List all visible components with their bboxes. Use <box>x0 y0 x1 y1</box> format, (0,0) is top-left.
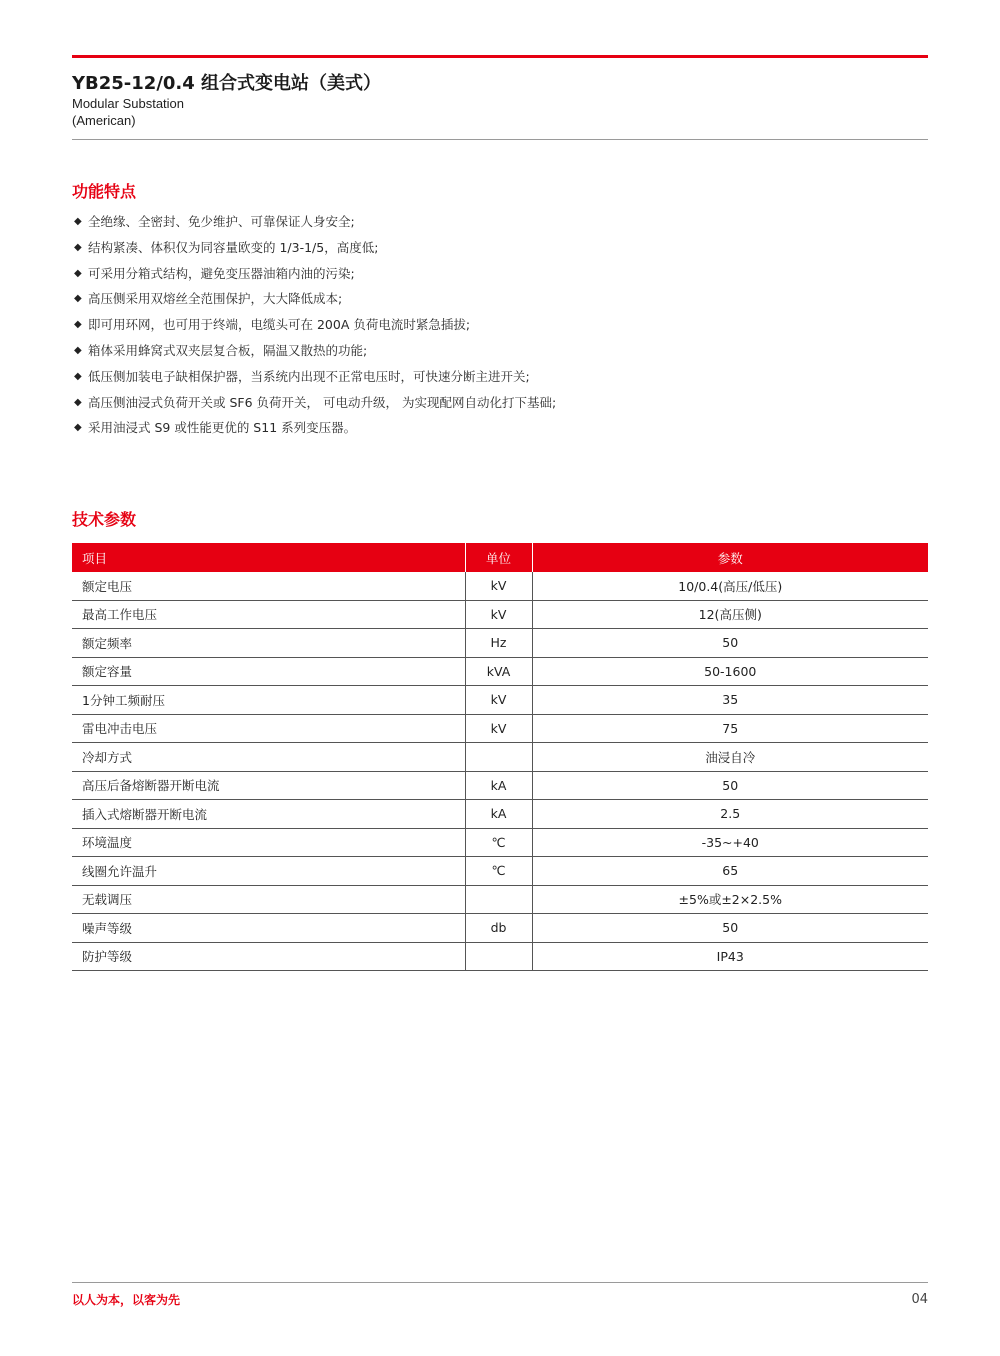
cell-item: 额定电压 <box>72 572 465 600</box>
cell-value: 2.5 <box>532 800 928 829</box>
cell-unit: kA <box>465 771 532 800</box>
list-item <box>74 340 934 366</box>
feature-text: 高压侧采用双熔丝全范围保护，大大降低成本; <box>88 291 343 307</box>
diamond-bullet-icon: ◆ <box>74 293 82 305</box>
cell-value: 50 <box>532 914 928 943</box>
cell-value: IP43 <box>532 942 928 971</box>
cell-item: 雷电冲击电压 <box>72 714 465 743</box>
cell-value: -35~+40 <box>532 828 928 857</box>
table-row <box>72 572 928 600</box>
cell-value: 10/0.4(高压/低压) <box>532 572 928 600</box>
table-row <box>72 914 928 943</box>
diamond-bullet-icon: ◆ <box>74 241 82 253</box>
table-row <box>72 942 928 971</box>
table-row <box>72 771 928 800</box>
list-item <box>74 263 934 289</box>
list-item <box>74 417 934 443</box>
features-list <box>74 211 934 443</box>
feature-text: 箱体采用蜂窝式双夹层复合板，隔温又散热的功能; <box>88 342 368 358</box>
cell-value: 50-1600 <box>532 657 928 686</box>
cell-value: 50 <box>532 771 928 800</box>
feature-text: 结构紧凑、体积仅为同容量欧变的 1/3-1/5，高度低; <box>88 239 379 255</box>
feature-text: 可采用分箱式结构，避免变压器油箱内油的污染; <box>88 265 355 281</box>
cell-unit: kVA <box>465 657 532 686</box>
column-header-value: 参数 <box>532 543 928 572</box>
cell-item: 防护等级 <box>72 942 465 971</box>
params-table <box>72 543 928 971</box>
cell-value: 油浸自冷 <box>532 743 928 772</box>
cell-item: 线圈允许温升 <box>72 857 465 886</box>
cell-unit <box>465 743 532 772</box>
footer-slogan: 以人为本，以客为先 <box>72 1293 181 1307</box>
table-row <box>72 743 928 772</box>
table-row <box>72 600 928 629</box>
diamond-bullet-icon: ◆ <box>74 422 82 434</box>
feature-text: 低压侧加装电子缺相保护器，当系统内出现不正常电压时，可快速分断主进开关; <box>88 368 530 384</box>
table-row <box>72 657 928 686</box>
cell-item: 额定容量 <box>72 657 465 686</box>
page-title: YB25-12/0.4 组合式变电站（美式） <box>72 73 382 94</box>
table-row <box>72 714 928 743</box>
cell-unit: kV <box>465 572 532 600</box>
cell-unit: db <box>465 914 532 943</box>
cell-unit: kV <box>465 714 532 743</box>
cell-unit: kA <box>465 800 532 829</box>
diamond-bullet-icon: ◆ <box>74 344 82 356</box>
cell-item: 插入式熔断器开断电流 <box>72 800 465 829</box>
table-header-row <box>72 543 928 572</box>
cell-unit <box>465 942 532 971</box>
feature-text: 全绝缘、全密封、免少维护、可靠保证人身安全; <box>88 214 355 229</box>
table-row <box>72 828 928 857</box>
diamond-bullet-icon: ◆ <box>74 319 82 331</box>
cell-item: 1分钟工频耐压 <box>72 686 465 715</box>
list-item <box>74 288 934 314</box>
cell-value: 35 <box>532 686 928 715</box>
page-subtitle-line2: (American) <box>72 113 136 128</box>
cell-value: 50 <box>532 629 928 658</box>
cell-unit: ℃ <box>465 857 532 886</box>
header-divider <box>72 139 928 140</box>
cell-item: 冷却方式 <box>72 743 465 772</box>
column-header-item: 项目 <box>72 543 465 572</box>
cell-value: 65 <box>532 857 928 886</box>
cell-unit: Hz <box>465 629 532 658</box>
table-row <box>72 686 928 715</box>
cell-unit: ℃ <box>465 828 532 857</box>
diamond-bullet-icon: ◆ <box>74 267 82 279</box>
cell-item: 最高工作电压 <box>72 600 465 629</box>
cell-unit: kV <box>465 600 532 629</box>
page-number: 04 <box>911 1292 928 1307</box>
diamond-bullet-icon: ◆ <box>74 216 82 227</box>
table-row <box>72 857 928 886</box>
list-item <box>74 211 934 237</box>
cell-unit <box>465 885 532 914</box>
features-heading: 功能特点 <box>72 182 137 201</box>
list-item <box>74 237 934 263</box>
list-item <box>74 314 934 340</box>
footer-divider <box>72 1282 928 1283</box>
page-subtitle-line1: Modular Substation <box>72 96 185 111</box>
list-item <box>74 366 934 392</box>
diamond-bullet-icon: ◆ <box>74 396 82 408</box>
table-row <box>72 629 928 658</box>
cell-item: 额定频率 <box>72 629 465 658</box>
feature-text: 即可用环网，也可用于终端，电缆头可在 200A 负荷电流时紧急插拔; <box>88 317 471 333</box>
cell-unit: kV <box>465 686 532 715</box>
list-item <box>74 392 934 418</box>
cell-value: 12(高压侧) <box>532 600 928 629</box>
cell-item: 无载调压 <box>72 885 465 914</box>
cell-value: ±5%或±2×2.5% <box>532 885 928 914</box>
feature-text: 采用油浸式 S9 或性能更优的 S11 系列变压器。 <box>88 420 357 436</box>
cell-item: 高压后备熔断器开断电流 <box>72 771 465 800</box>
top-accent-rule <box>72 55 928 58</box>
cell-item: 噪声等级 <box>72 914 465 943</box>
diamond-bullet-icon: ◆ <box>74 370 82 382</box>
params-heading: 技术参数 <box>72 510 137 529</box>
column-header-unit: 单位 <box>465 543 532 572</box>
cell-value: 75 <box>532 714 928 743</box>
feature-text: 高压侧油浸式负荷开关或 SF6 负荷开关， 可电动升级， 为实现配网自动化打下基础; <box>88 394 557 410</box>
cell-item: 环境温度 <box>72 828 465 857</box>
table-row <box>72 885 928 914</box>
table-row <box>72 800 928 829</box>
